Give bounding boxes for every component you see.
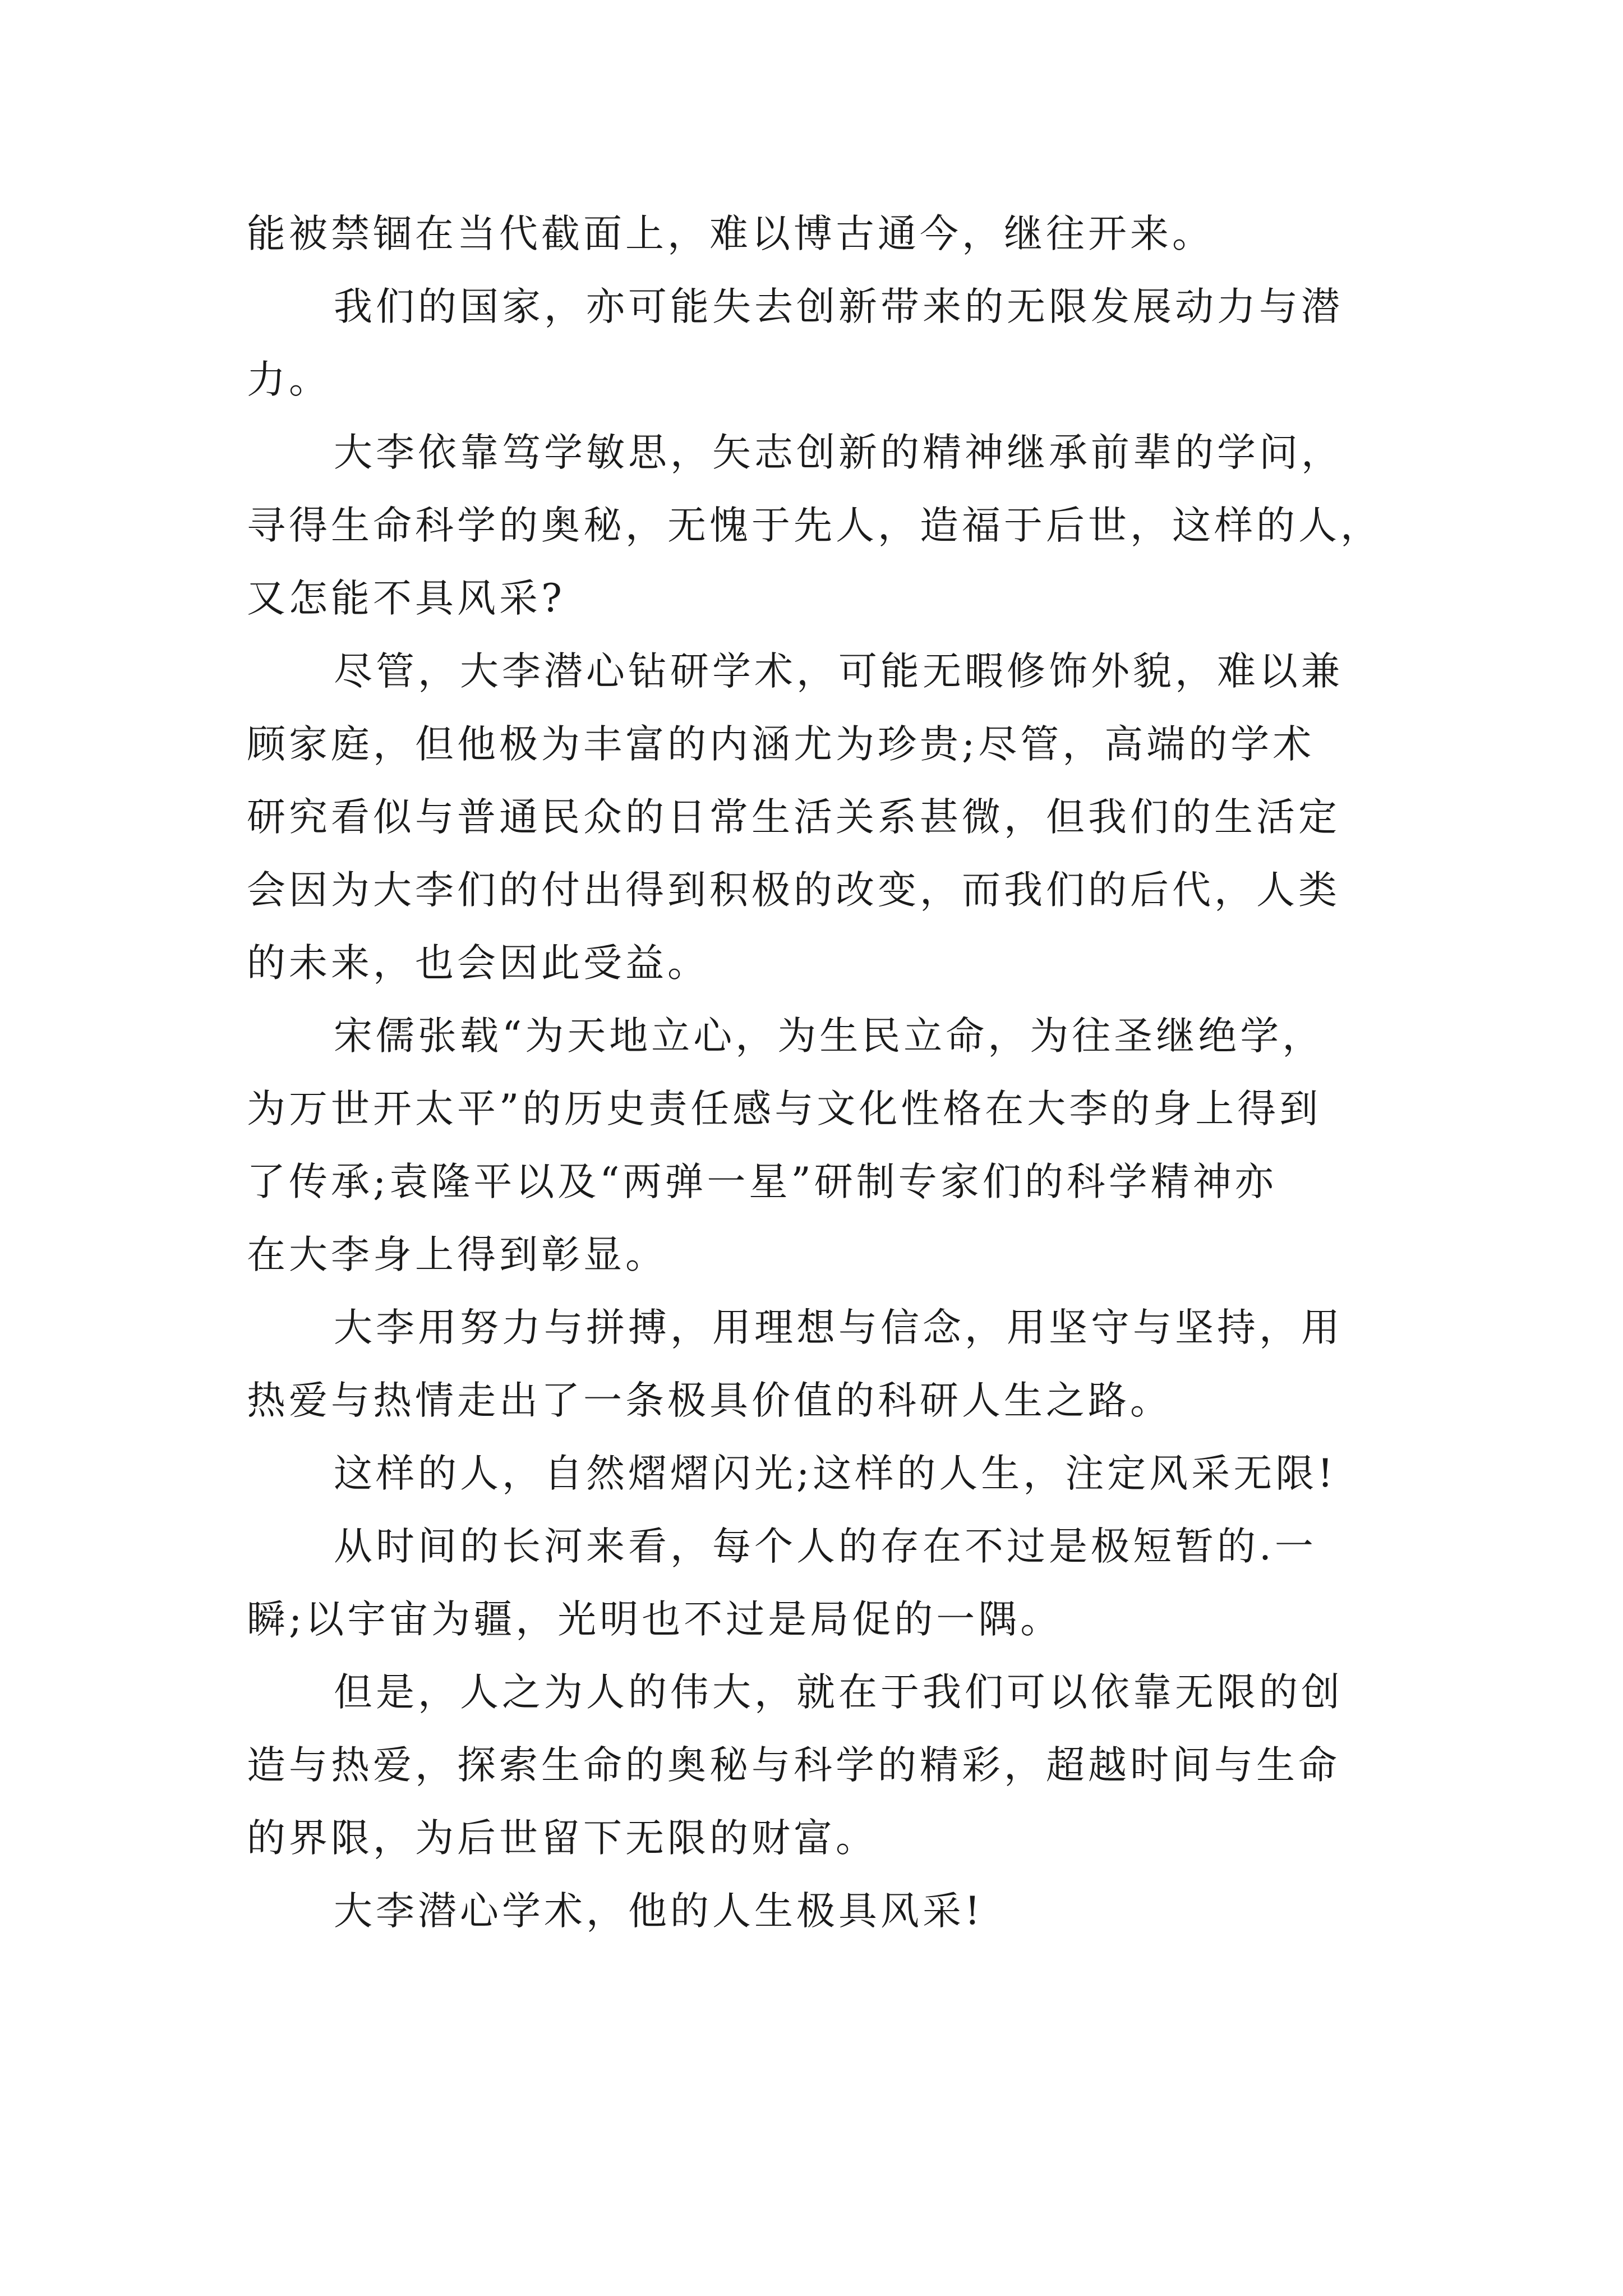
paragraph	[247, 1510, 1391, 1656]
text-line: 寻得生命科学的奥秘，无愧于先人，造福于后世，这样的人，	[247, 503, 1382, 548]
text-line: 顾家庭，但他极为丰富的内涵尤为珍贵;尽管，高端的学术	[247, 722, 1315, 767]
text-line: 从时间的长河来看，每个人的存在不过是极短暂的.一	[334, 1524, 1317, 1569]
paragraph	[247, 1437, 1391, 1510]
text-line: 但是，人之为人的伟大，就在于我们可以依靠无限的创	[334, 1670, 1343, 1715]
text-line: 又怎能不具风采?	[247, 576, 565, 621]
text-line: 为万世开太平”的历史责任感与文化性格在大李的身上得到	[247, 1087, 1322, 1131]
text-line: 的未来，也会因此受益。	[247, 941, 709, 986]
text-line: 这样的人，自然熠熠闪光;这样的人生，注定风采无限!	[334, 1451, 1336, 1496]
text-line: 尽管，大李潜心钻研学术，可能无暇修饰外貌，难以兼	[334, 649, 1343, 694]
text-line: 造与热爱，探索生命的奥秘与科学的精彩，超越时间与生命	[247, 1743, 1340, 1788]
text-line: 瞬;以宇宙为疆，光明也不过是局促的一隅。	[247, 1597, 1063, 1642]
text-line: 在大李身上得到彰显。	[247, 1232, 667, 1277]
paragraph	[247, 1875, 1391, 1948]
text-line: 我们的国家，亦可能失去创新带来的无限发展动力与潜	[334, 284, 1343, 329]
text-line: 力。	[247, 357, 331, 402]
document-body	[247, 197, 1391, 1948]
text-line: 宋儒张载“为天地立心，为生民立命，为往圣继绝学，	[334, 1014, 1325, 1059]
text-line: 热爱与热情走出了一条极具价值的科研人生之路。	[247, 1378, 1172, 1423]
paragraph	[247, 1291, 1391, 1437]
paragraph	[247, 1656, 1391, 1875]
paragraph	[247, 1000, 1391, 1291]
text-line: 会因为大李们的付出得到积极的改变，而我们的后代，人类	[247, 868, 1340, 913]
paragraph	[247, 635, 1391, 1000]
text-line: 能被禁锢在当代截面上，难以博古通今，继往开来。	[247, 211, 1214, 256]
text-line: 了传承;袁隆平以及“两弹一星”研制专家们的科学精神亦	[247, 1159, 1277, 1204]
paragraph	[247, 270, 1391, 416]
text-line: 的界限，为后世留下无限的财富。	[247, 1816, 878, 1861]
text-line: 大李依靠笃学敏思，矢志创新的精神继承前辈的学问，	[334, 430, 1343, 475]
text-line: 研究看似与普通民众的日常生活关系甚微，但我们的生活定	[247, 795, 1340, 840]
paragraph	[247, 197, 1391, 270]
text-line: 大李潜心学术，他的人生极具风采!	[334, 1889, 984, 1934]
paragraph	[247, 416, 1391, 635]
text-line: 大李用努力与拼搏，用理想与信念，用坚守与坚持，用	[334, 1305, 1343, 1350]
